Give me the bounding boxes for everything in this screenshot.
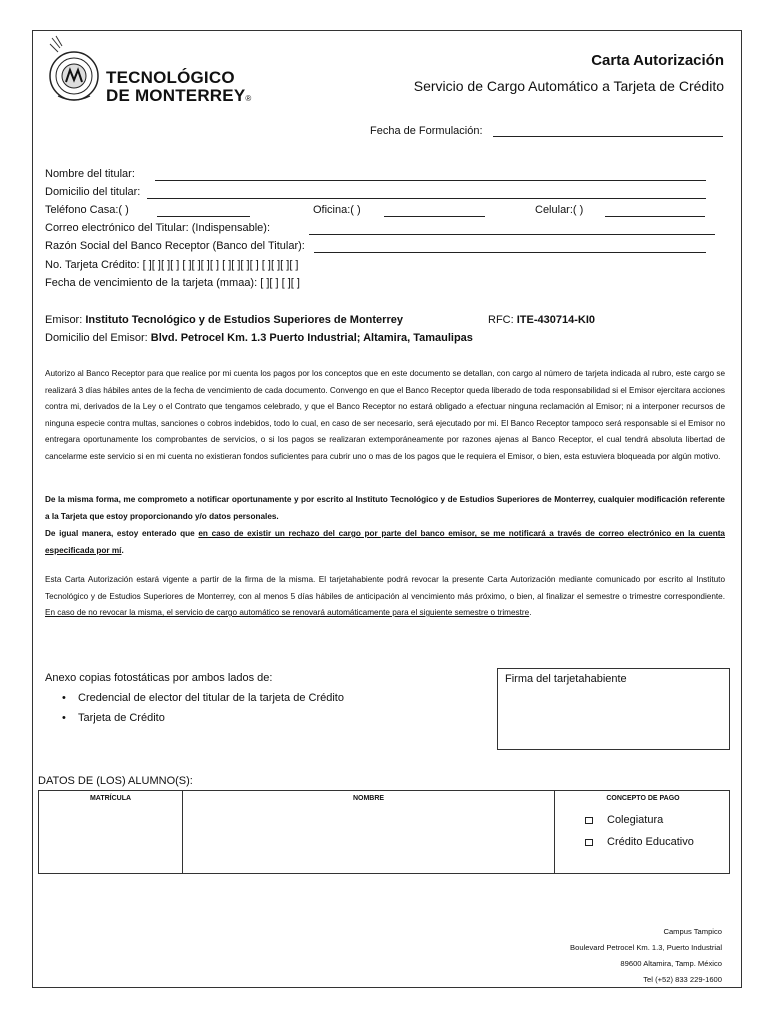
nombre-column[interactable]: [183, 791, 555, 873]
brand-name-line1: TECNOLÓGICO: [106, 68, 235, 87]
rechazo-paragraph: De igual manera, estoy enterado que en caso de existir un rechazo del cargo por parte del banco emisor, se me notificará a través de correo electrónico en la cuenta especificada por mí.: [45, 529, 725, 555]
nombre-titular-field[interactable]: [155, 180, 706, 181]
brand-name-line2: DE MONTERREY®: [106, 86, 252, 105]
anexo-item: • Tarjeta de Crédito: [62, 712, 165, 724]
rfc-label: RFC:: [488, 314, 514, 326]
telefono-casa-label: Teléfono Casa:( ): [45, 204, 129, 216]
checkbox-icon[interactable]: [585, 817, 593, 824]
campus-phone: Tel (+52) 833 229-1600: [643, 975, 722, 984]
oficina-field[interactable]: [384, 216, 485, 217]
nombre-header: NOMBRE: [352, 795, 385, 802]
tec-seal-logo-icon: [46, 34, 102, 104]
nombre-titular-label: Nombre del titular:: [45, 168, 135, 180]
campus-name: Campus Tampico: [663, 927, 722, 936]
emisor-domicilio-value: Blvd. Petrocel Km. 1.3 Puerto Industrial; Altamira, Tamaulipas: [150, 332, 473, 344]
emisor-domicilio-row: [45, 332, 473, 344]
document-title: Carta Autorización: [591, 52, 724, 69]
anexo-title: Anexo copias fotostáticas por ambos lados de:: [45, 672, 273, 684]
emisor-label: Emisor:: [45, 314, 83, 326]
campus-address-line1: Boulevard Petrocel Km. 1.3, Puerto Industrial: [570, 943, 722, 952]
rfc-value: ITE-430714-KI0: [516, 314, 595, 326]
emisor-domicilio-label: Domicilio del Emisor:: [45, 332, 148, 344]
correo-field[interactable]: [309, 234, 715, 235]
correo-label: Correo electrónico del Titular: (Indispensable):: [45, 222, 271, 234]
concepto-credito-educativo[interactable]: Crédito Educativo: [585, 836, 694, 848]
telefono-casa-field[interactable]: [157, 216, 250, 217]
matricula-header: MATRÍCULA: [89, 795, 132, 802]
razon-social-field[interactable]: [314, 252, 706, 253]
razon-social-label: Razón Social del Banco Receptor (Banco del Titular):: [45, 240, 305, 252]
anexo-item: • Credencial de elector del titular de la tarjeta de Crédito: [62, 692, 344, 704]
checkbox-icon[interactable]: [585, 839, 593, 846]
celular-label: Celular:( ): [535, 204, 584, 216]
fecha-formulacion-label: Fecha de Formulación:: [370, 125, 483, 137]
datos-alumnos-title: DATOS DE (LOS) ALUMNO(S):: [38, 775, 193, 787]
firma-label: Firma del tarjetahabiente: [505, 673, 627, 685]
emisor-row: [45, 314, 403, 326]
celular-field[interactable]: [605, 216, 705, 217]
compromiso-paragraph: De la misma forma, me comprometo a notificar oportunamente y por escrito al Instituto Tecnológico y de Estudios Superiores de Monterrey, cualquier modificación referente a la Tarjeta que estoy proporcionando y/o datos personales.: [45, 495, 725, 521]
campus-address-line2: 89600 Altamira, Tamp. México: [620, 959, 722, 968]
matricula-column[interactable]: [39, 791, 183, 873]
domicilio-titular-label: Domicilio del titular:: [45, 186, 141, 198]
vigencia-paragraph: Esta Carta Autorización estará vigente a partir de la firma de la misma. El tarjetahabiente podrá revocar la presente Carta Autorización mediante comunicado por escrito al Instituto Tecnológico y de Estudios Superiores de Monterrey, con al menos 5 días hábiles de anticipación al vencimiento más próximo, o bien, al finalizar el semestre o trimestre correspondiente. En caso de no revocar la misma, el servicio de cargo automático se renovará automáticamente para el siguiente semestre o trimestre.: [45, 575, 725, 617]
registered-mark: ®: [245, 94, 252, 103]
emisor-name: Instituto Tecnológico y de Estudios Superiores de Monterrey: [85, 314, 403, 326]
autorizacion-paragraph: Autorizo al Banco Receptor para que realice por mi cuenta los pagos por los conceptos que en este documento se detallan, con cargo al número de tarjeta indicada al rubro, este cargo se realizará 3 días hábiles antes de la fecha de vencimiento de cada documento. Convengo en que el Banco Receptor queda liberado de toda responsabilidad si el Emisor ejercitara acciones contra mi, derivados de la Ley o el Contrato que tengamos celebrado, y que el Banco Receptor no estará obligado a efectuar ninguna reclamación al Emisor; ni a interponer recursos de ninguna especie contra multas, sanciones o cobros indebidos, todo lo cual, en caso de ser necesario, será ejecutado por mi. El Banco Receptor tampoco será responsable si el Emisor no entregara oportunamente los comprobantes de servicios, o si los pagos se realizaran extemporáneamente por razones ajenas al Banco Receptor, el cual tendrá absoluta libertad de cancelarme este servicio si en mi cuenta no existieran fondos suficientes para cubrir uno o mas de los pagos que le requiera el Emisor, o bien, esta estuviera bloqueada por algún motivo.: [45, 369, 725, 461]
concepto-header: CONCEPTO DE PAGO: [606, 795, 680, 802]
tarjeta-numero-field[interactable]: No. Tarjeta Crédito: [ ][ ][ ][ ] [ ][ ][ ][ ] [ ][ ][ ][ ] [ ][ ][ ][ ]: [45, 259, 299, 271]
domicilio-titular-field[interactable]: [147, 198, 706, 199]
concepto-colegiatura[interactable]: Colegiatura: [585, 814, 663, 826]
oficina-label: Oficina:( ): [313, 204, 361, 216]
rfc-row: [488, 314, 595, 326]
fecha-formulacion-field[interactable]: [493, 136, 723, 137]
document-subtitle: Servicio de Cargo Automático a Tarjeta de Crédito: [413, 78, 724, 94]
alumnos-table[interactable]: [38, 790, 730, 874]
tarjeta-vencimiento-field[interactable]: Fecha de vencimiento de la tarjeta (mmaa): [ ][ ] [ ][ ]: [45, 277, 300, 289]
